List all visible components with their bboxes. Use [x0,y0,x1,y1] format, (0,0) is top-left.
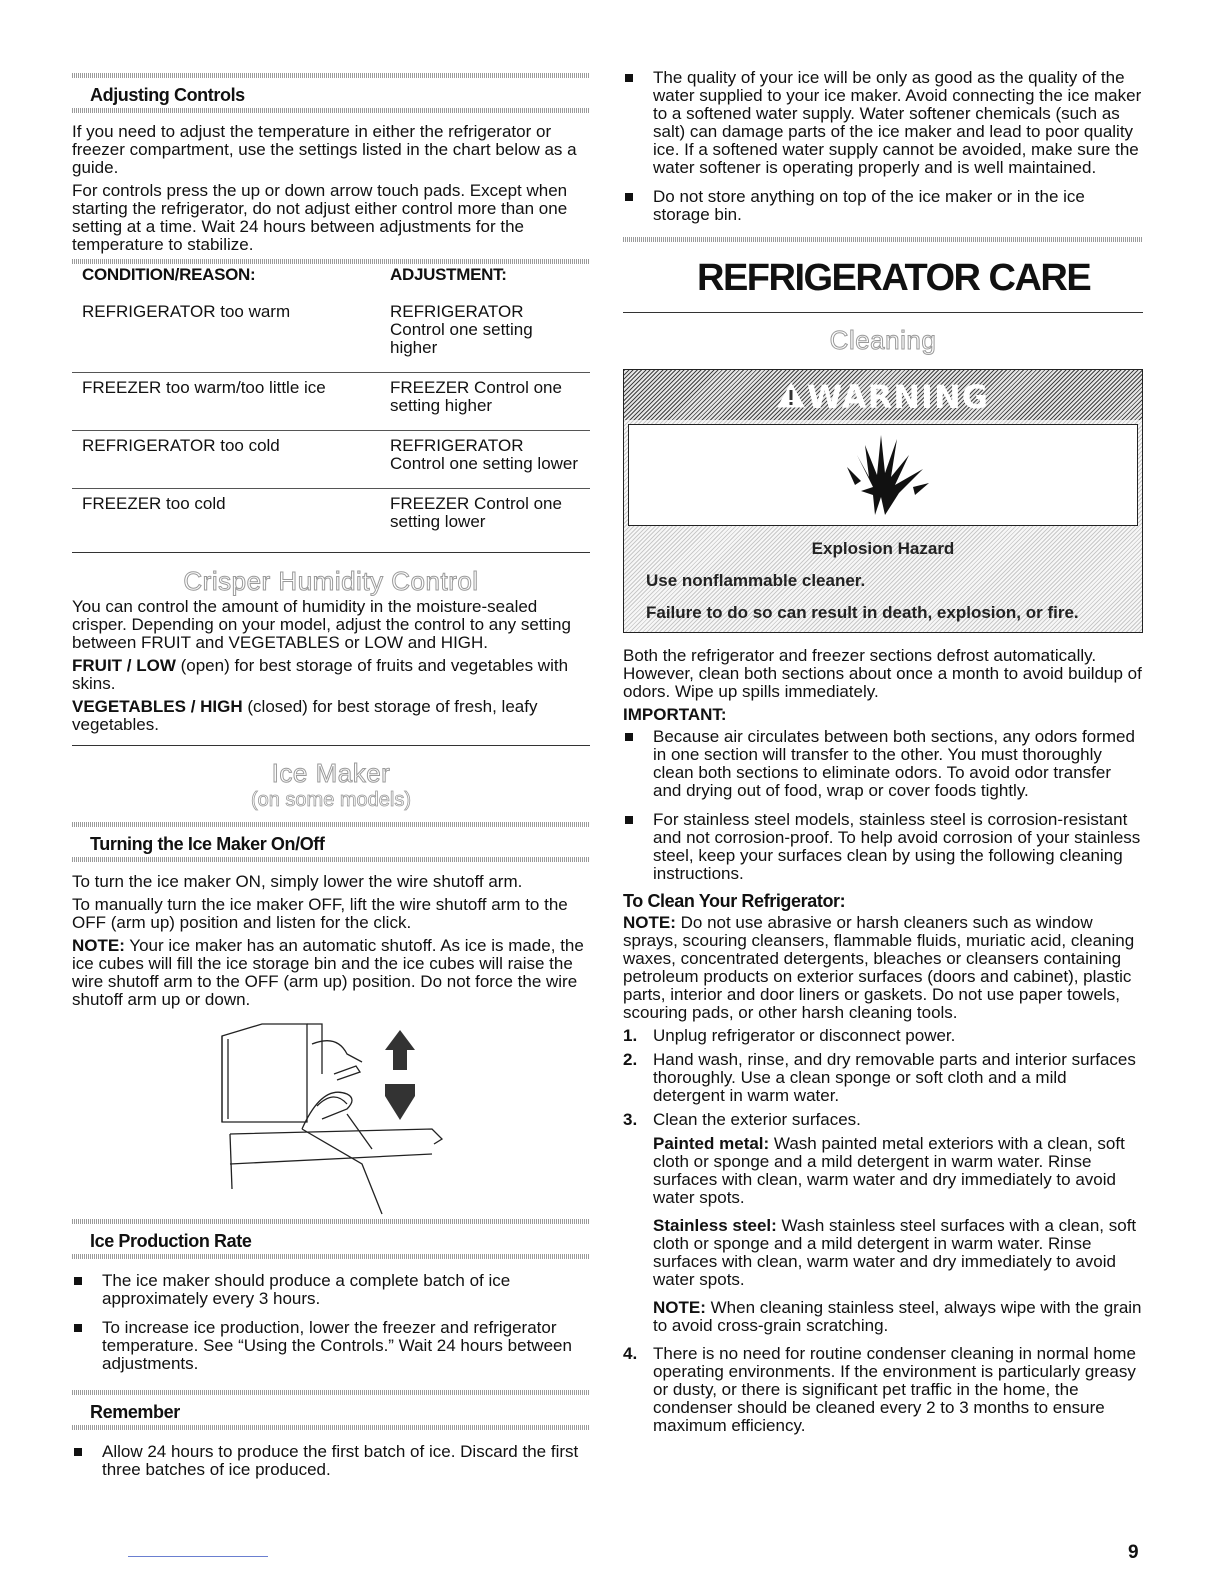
painted-metal-text: Wash painted metal exteriors with a clean, soft cloth or sponge and a mild detergent in warm water. Rinse surfaces with clean, warm water and dry immediately to avoid water spots. [653,1134,1125,1207]
clean-heading: To Clean Your Refrigerator: [623,891,846,911]
list-item-text: To increase ice production, lower the freezer and refrigerator temperature. See “Using the Controls.” Wait 24 hours between adjustments. [102,1318,572,1373]
paragraph [72,698,590,734]
warning-text [624,526,1142,632]
paragraph [623,914,1143,1022]
step-number: 1. [623,1026,638,1045]
list-item [623,1051,1143,1105]
ice-maker-illustration [72,1014,590,1219]
warning-box [623,369,1143,633]
warning-line: Failure to do so can result in death, explosion, or fire. [646,603,1079,622]
table-row [72,431,590,489]
remember-heading: Remember [90,1402,180,1422]
stainless-steel-label: Stainless steel: [653,1216,777,1235]
right-column [623,0,1143,1441]
paragraph: To manually turn the ice maker OFF, lift the wire shutoff arm to the OFF (arm up) position and listen for the click. [72,895,568,932]
ice-rate-heading: Ice Production Rate [90,1231,252,1251]
paragraph [72,657,590,693]
step-text: Clean the exterior surfaces. [653,1110,861,1129]
stainless-note-paragraph [653,1299,1143,1335]
paragraph: To turn the ice maker ON, simply lower the wire shutoff arm. [72,872,523,891]
ice-rate-list [72,1272,590,1373]
table-cell: REFRIGERATOR too cold [72,431,380,489]
warning-header [624,370,1142,420]
table-row [72,489,590,547]
bullet [625,733,633,741]
paragraph: For controls press the up or down arrow touch pads. Except when starting the refrigerator, do not adjust either control more than one setting at a time. Wait 24 hours between adjustments for the temperature to stabilize. [72,181,568,254]
table-row [72,373,590,431]
bullet [74,1277,82,1285]
step-text: Unplug refrigerator or disconnect power. [653,1026,956,1045]
adjustment-table [72,264,590,546]
ice-maker-arm-illustration [72,1014,590,1219]
list-item-text: Allow 24 hours to produce the first batch of ice. Discard the first three batches of ice produced. [102,1442,579,1479]
table-cell: FREEZER too warm/too little ice [72,373,380,431]
up-arrow-icon [385,1030,415,1070]
warning-triangle-icon [777,372,805,422]
ice-quality-list [623,69,1143,224]
remember-list [72,1443,590,1479]
fruit-label: FRUIT / LOW [72,656,176,675]
left-column [72,0,590,1490]
explosion-symbol-panel [628,424,1138,526]
explosion-icon [629,425,1141,525]
table-cell: REFRIGERATOR too warm [82,302,291,321]
table-cell: FREEZER Control one setting higher [380,373,590,431]
paragraph: If you need to adjust the temperature in either the refrigerator or freezer compartment, use the settings listed in the chart below as a guide. [72,122,577,177]
list-item [623,188,1143,224]
hazard-title: Explosion Hazard [811,539,955,558]
bullet [74,1324,82,1332]
table-cell: REFRIGERATOR Control one setting lower [380,431,590,489]
list-item [72,1319,590,1373]
vegetables-label: VEGETABLES / HIGH [72,697,243,716]
painted-metal-paragraph [653,1135,1143,1207]
footer-line [128,1556,268,1557]
page-number: 9 [1128,1542,1139,1563]
list-item [623,1111,1143,1335]
table-header: CONDITION/REASON: [82,265,256,284]
note-text: Your ice maker has an automatic shutoff. As ice is made, the ice cubes will fill the ice storage bin and the ice cubes will raise the wire shutoff arm to the OFF (arm up) position. Do not force the wire shutoff arm up or down. [72,936,584,1009]
list-item-text: Do not store anything on top of the ice maker or in the ice storage bin. [653,187,1085,224]
step-text: There is no need for routine condenser cleaning in normal home operating environments. If the environment is particularly greasy or dusty, or there is significant pet traffic in the home, the condenser should be cleaned every 2 to 3 months to ensure maximum efficiency. [653,1344,1136,1435]
stainless-steel-paragraph [653,1217,1143,1289]
list-item [72,1443,590,1479]
painted-metal-label: Painted metal: [653,1134,770,1153]
step-text: Hand wash, rinse, and dry removable parts and interior surfaces thoroughly. Use a clean sponge or soft cloth and a mild detergent in warm water. [653,1050,1136,1105]
warning-label: WARNING [807,378,989,416]
fruit-text: (open) for best storage of fruits and vegetables with skins. [72,656,569,693]
ice-maker-section-title: Ice Maker [271,758,391,788]
table-row [72,295,590,373]
warning-line: Use nonflammable cleaner. [646,571,866,590]
adjusting-controls-heading: Adjusting Controls [90,85,245,105]
bullet [625,816,633,824]
note-text: Do not use abrasive or harsh cleaners such as window sprays, scouring cleansers, flammable fluids, muriatic acid, cleaning waxes, concentrated detergents, bleaches or cleansers containing petroleum products on exterior surfaces (doors and cabinet), plastic parts, interior and door liners or gaskets. Do not use paper towels, scouring pads, or other harsh cleaning tools. [623,913,1135,1022]
cleaning-steps [623,1027,1143,1435]
page-section-title: REFRIGERATOR CARE [697,257,1091,299]
important-list [623,728,1143,883]
note-label: NOTE: [653,1298,706,1317]
list-item-text: The quality of your ice will be only as good as the quality of the water supplied to your ice maker. Avoid connecting the ice maker to a softened water supply. Water softener chemicals (such as salt) can damage parts of the ice maker and lead to poor quality ice. If a softened water supply cannot be avoided, make sure the water softener is operating properly and is well maintained. [653,68,1142,177]
step-number: 4. [623,1344,638,1363]
list-item [623,69,1143,177]
cleaning-section-title: Cleaning [829,325,937,355]
list-item [623,811,1143,883]
table-cell: REFRIGERATOR Control one setting higher [390,302,533,357]
note-label: NOTE: [72,936,125,955]
bullet [74,1448,82,1456]
down-arrow-icon [385,1084,415,1120]
list-item [623,728,1143,800]
note-text: When cleaning stainless steel, always wipe with the grain to avoid cross-grain scratching. [653,1298,1142,1335]
ice-onoff-heading: Turning the Ice Maker On/Off [90,834,325,854]
list-item-text: Because air circulates between both sections, any odors formed in one section will transfer to the other. You must thoroughly clean both sections to eliminate odors. To avoid odor transfer and drying out of food, wrap or cover foods tightly. [653,727,1135,800]
stainless-steel-text: Wash stainless steel surfaces with a clean, soft cloth or sponge and a mild detergent in warm water. Rinse surfaces with clean, warm water and dry immediately to avoid water spots. [653,1216,1137,1289]
step-number: 3. [623,1110,638,1129]
note-label: NOTE: [623,913,676,932]
list-item [623,1345,1143,1435]
list-item-text: For stainless steel models, stainless steel is corrosion-resistant and not corrosion-proof. To help avoid corrosion of your stainless steel, keep your surfaces clean by using the following cleaning instructions. [653,810,1141,883]
table-cell: FREEZER Control one setting lower [380,489,590,547]
crisper-section-title: Crisper Humidity Control [183,566,479,596]
table-header: ADJUSTMENT: [390,265,507,284]
table-cell: FREEZER too cold [72,489,380,547]
paragraph: Both the refrigerator and freezer sections defrost automatically. However, clean both sections about once a month to avoid buildup of odors. Wipe up spills immediately. [623,646,1142,701]
paragraph: You can control the amount of humidity in the moisture-sealed crisper. Depending on your model, adjust the control to any setting between FRUIT and VEGETABLES or LOW and HIGH. [72,597,571,652]
ice-maker-section-subtitle: (on some models) [250,789,412,811]
list-item [72,1272,590,1308]
step-number: 2. [623,1050,638,1069]
bullet [625,193,633,201]
vegetables-text: (closed) for best storage of fresh, leafy vegetables. [72,697,538,734]
bullet [625,74,633,82]
paragraph [72,937,590,1009]
list-item-text: The ice maker should produce a complete batch of ice approximately every 3 hours. [102,1271,511,1308]
important-label: IMPORTANT: [623,705,727,724]
list-item [623,1027,1143,1045]
